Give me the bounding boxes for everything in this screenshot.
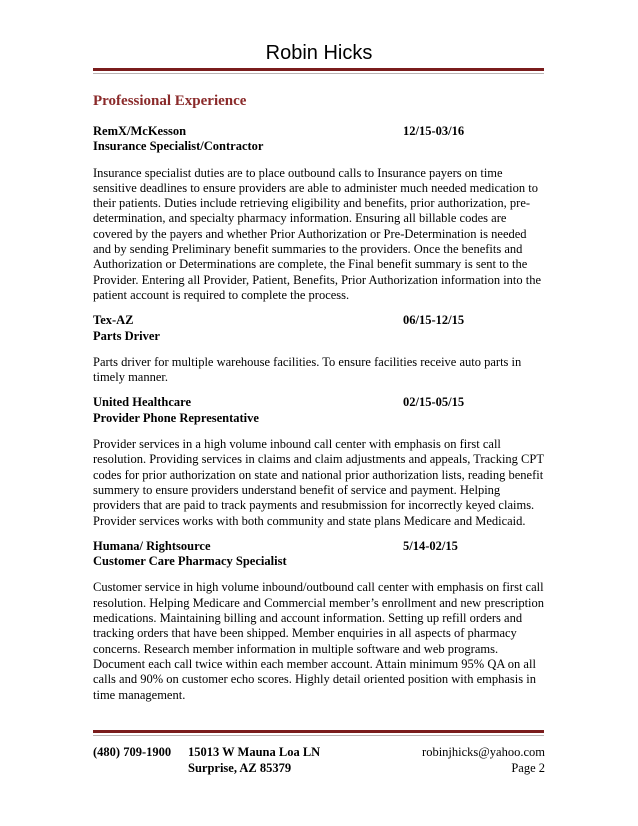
header-rule-thin — [93, 73, 544, 74]
job-entry-united-healthcare — [93, 395, 545, 528]
job-description: Provider services in a high volume inbound call center with emphasis on first call resolution. Providing services in claims and claim adjustments and appeals, Tracking CPT codes for prior authorization on state and national prior authorization lists, reading benefit summery to ensure providers understand benefit of service and payment. Helping providers that are paid to track payments and resubmission for incorrectly keyed claims. Provider services works with both community and state plans Medicare and Medicaid. — [93, 437, 544, 528]
job-dates: 06/15-12/15 — [403, 313, 465, 328]
job-organization: RemX/McKesson — [93, 124, 187, 138]
job-description: Parts driver for multiple warehouse facilities. To ensure facilities receive auto parts in timely manner. — [93, 354, 522, 385]
footer-page-number: Page 2 — [511, 761, 545, 775]
footer-spacer — [93, 760, 188, 776]
footer-rule-thin — [93, 735, 544, 736]
job-organization: United Healthcare — [93, 395, 192, 410]
footer-phone: (480) 709-1900 — [93, 745, 172, 759]
header-name: Robin Hicks — [265, 42, 373, 64]
header-rule — [93, 68, 544, 71]
job-entry-remx — [93, 124, 545, 303]
job-entry-texaz — [93, 313, 545, 385]
job-title: Parts Driver — [93, 328, 160, 343]
footer-address-line2: Surprise, AZ 85379 — [188, 761, 292, 775]
job-header — [93, 539, 545, 554]
job-description: Insurance specialist duties are to place outbound calls to Insurance payers on time sensitive deadlines to ensure providers are able to administer much needed medication to their patients. Duties include retrieving eligibility and benefits, prior authorization, pre-determination, and specialty pharmacy information. Ensuring all billable codes are covered by the payers and whether Prior Authorization or Pre-Determination is needed and by sending Preliminary benefit summaries to the providers. Once the benefits and Authorization or Determinations are complete, the Final benefit summary is sent to the Provider. Entering all Provider, Patient, Benefits, Prior Authorization information into the patient account is required to complete the process. — [93, 165, 542, 302]
job-dates: 12/15-03/16 — [403, 124, 465, 138]
job-entry-humana — [93, 539, 545, 703]
footer-row-2 — [93, 760, 545, 776]
job-organization: Humana/ Rightsource — [93, 538, 211, 553]
footer — [93, 744, 545, 776]
job-header — [93, 124, 545, 139]
job-dates: 02/15-05/15 — [403, 395, 465, 410]
section-title: Professional Experience — [93, 93, 247, 109]
job-header — [93, 313, 545, 328]
job-title: Insurance Specialist/Contractor — [93, 139, 264, 154]
footer-email[interactable]: robinjhicks@yahoo.com — [422, 745, 545, 759]
job-description: Customer service in high volume inbound/outbound call center with emphasis on first call resolution. Helping Medicare and Commercial member’s enrollment and new prescription medications. Maintaining billing and account information. Setting up refill orders and tracking orders that have been shipped. Member enquiries in all aspects of pharmacy concerns. Research member information in multiple software and web programs. Document each call twice within each member account. Attain minimum 95% QA on all calls and 90% on customer echo scores. Highly detail oriented position with emphasis in time management. — [93, 580, 545, 702]
footer-address-line1: 15013 W Mauna Loa LN — [188, 745, 321, 759]
experience-list — [93, 124, 545, 713]
job-organization: Tex-AZ — [93, 313, 134, 328]
job-header — [93, 395, 545, 410]
footer-rule — [93, 730, 544, 733]
footer-row-1 — [93, 744, 545, 760]
job-dates: 5/14-02/15 — [403, 538, 458, 553]
job-title: Customer Care Pharmacy Specialist — [93, 554, 287, 569]
job-title: Provider Phone Representative — [93, 410, 259, 425]
